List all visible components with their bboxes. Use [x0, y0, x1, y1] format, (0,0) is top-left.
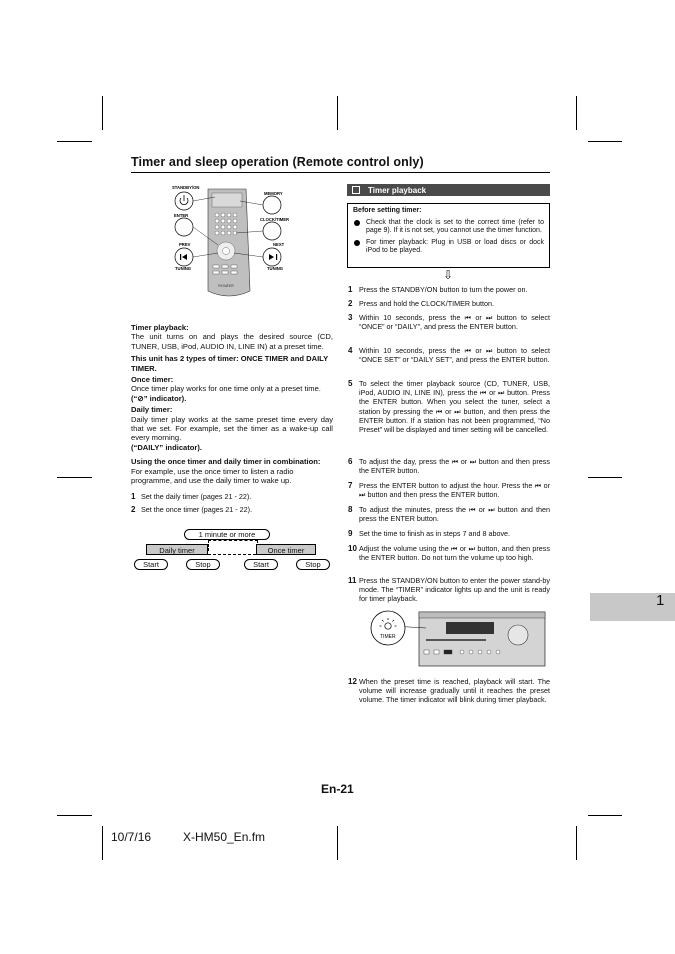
crop-mark	[337, 826, 338, 860]
volume-knob	[508, 625, 528, 645]
timer-types-heading: This unit has 2 types of timer: ONCE TIMER and DAILY TIMER.	[131, 354, 329, 373]
once-timer-indicator: (“⊘” indicator).	[131, 393, 187, 403]
step-item: 1 Press the STANDBY/ON button to turn the power on.	[348, 285, 528, 294]
unit-display	[446, 622, 494, 634]
once-timer-description: Once timer play works for one time only at a preset time.	[131, 384, 321, 394]
daily-timer-description: Daily timer play works at the same preset time every day that we set. For example, set the timer as a wake-up call every morning.	[131, 414, 333, 443]
page-number: En-21	[321, 782, 354, 796]
crop-mark	[337, 96, 338, 130]
crop-mark	[576, 96, 577, 130]
remote-label-clock-timer: CLOCK/TIMER	[260, 217, 290, 222]
crop-mark	[588, 141, 622, 142]
title-rule	[131, 172, 550, 173]
remote-control-illustration	[160, 183, 300, 313]
start-label-daily: Start	[134, 559, 168, 570]
gap-dashed-box	[208, 540, 258, 551]
left-step: 1 Set the daily timer (pages 21 - 22).	[131, 491, 252, 501]
daily-timer-indicator: (“DAILY” indicator).	[131, 442, 203, 452]
before-setting-heading: Before setting timer:	[353, 207, 422, 214]
step-item: 11 Press the STANDBY/ON button to enter the power stand-by mode. The “TIMER” indicator lights up and the unit is ready for timer playback.	[348, 576, 550, 604]
chapter-number: 1	[656, 592, 665, 609]
gap-dashed-line	[208, 554, 256, 555]
crop-mark	[57, 477, 92, 478]
remote-label-standby: STANDBY/ON	[172, 185, 200, 190]
crop-mark	[102, 96, 103, 130]
remote-label-memory: MEMORY	[264, 191, 283, 196]
before-item: For timer playback: Plug in USB or load discs or dock iPod to be played.	[353, 239, 544, 256]
combination-heading: Using the once timer and daily timer in combination:	[131, 457, 321, 467]
once-timer-heading: Once timer:	[131, 375, 174, 385]
step-item: 2 Press and hold the CLOCK/TIMER button.	[348, 299, 495, 308]
stop-label-once: Stop	[296, 559, 330, 570]
timer-playback-heading: Timer playback:	[131, 323, 189, 332]
left-column	[131, 323, 333, 514]
remote-label-prev: PREV	[179, 242, 191, 247]
unit-disc-slot	[426, 639, 486, 641]
down-arrow-icon: ⇩	[443, 268, 454, 282]
bullet-icon	[354, 220, 360, 226]
step-item: 6 To adjust the day, press the ⏮ or ⏭ button and then press the ENTER button.	[348, 457, 550, 476]
step-item: 9 Set the time to finish as in steps 7 and 8 above.	[348, 529, 511, 538]
footer-date: 10/7/16	[111, 830, 152, 844]
memory-button-callout	[263, 196, 281, 214]
remote-label-tuning-right: TUNING	[267, 266, 284, 271]
section-title: Timer playback	[368, 185, 427, 195]
daily-timer-block: Daily timer	[146, 544, 208, 555]
step-item: 5 To select the timer playback source (CD, TUNER, USB, iPod, AUDIO IN, LINE IN), press the ⏮ or ⏭ button. Press the ENTER button. When you select the tuner, select a station by pressing the ⏮ or ⏭ button, and then press the ENTER button. If a station has not been programmed, “No Preset” will be displayed and timer setting will be cancelled.	[348, 379, 550, 435]
left-step: 2 Set the once timer (pages 21 - 22).	[131, 504, 253, 514]
enter-button-callout	[175, 218, 193, 236]
before-setting-box	[347, 203, 550, 268]
step-item: 8 To adjust the minutes, press the ⏮ or ⏭ button and then press the ENTER button.	[348, 505, 550, 524]
step-item: 3 Within 10 seconds, press the ⏮ or ⏭ button to select “ONCE” or “DAILY”, and press the ENTER button.	[348, 313, 550, 332]
timer-playback-description: The unit turns on and plays the desired source (CD, TUNER, USB, iPod, AUDIO IN, LINE IN) at a preset time.	[131, 332, 333, 351]
daily-timer-heading: Daily timer:	[131, 405, 173, 415]
remote-label-enter: ENTER	[174, 213, 189, 218]
step-item: 7 Press the ENTER button to adjust the hour. Press the ⏮ or ⏭ button and then press the ENTER button.	[348, 481, 550, 500]
remote-label-tuning-left: TUNING	[175, 266, 192, 271]
clock-timer-button-callout	[263, 222, 281, 240]
before-item: Check that the clock is set to the correct time (refer to page 9). If it is not set, you cannot use the timer function.	[353, 219, 544, 236]
section-header-timer-playback	[347, 184, 550, 196]
page-title: Timer and sleep operation (Remote control only)	[131, 155, 424, 169]
combination-description: For example, use the once timer to listen a radio programme, and use the daily timer to wake up.	[131, 466, 294, 486]
step-item: 12 When the preset time is reached, playback will start. The volume will increase gradually until it reaches the preset volume. The timer indicator will blink during timer playback.	[348, 677, 550, 705]
square-icon	[352, 186, 360, 194]
remote-brand-logo: PIONEER	[218, 284, 234, 288]
crop-mark	[57, 141, 92, 142]
stop-label-daily: Stop	[186, 559, 220, 570]
step-item: 10 Adjust the volume using the ⏮ or ⏭ button, and then press the ENTER button. Do not turn the volume up too high.	[348, 544, 550, 563]
footer-filename: X-HM50_En.fm	[183, 830, 266, 844]
crop-mark	[576, 826, 577, 860]
timer-indicator-label: TIMER	[380, 634, 396, 640]
start-label-once: Start	[244, 559, 278, 570]
crop-mark	[588, 815, 622, 816]
crop-mark	[588, 477, 622, 478]
step-item: 4 Within 10 seconds, press the ⏮ or ⏭ button to select “ONCE SET” or “DAILY SET”, and press the ENTER button.	[348, 346, 550, 365]
remote-label-next: NEXT	[273, 242, 285, 247]
crop-mark	[57, 815, 92, 816]
main-unit-illustration	[368, 608, 548, 670]
once-timer-block: Once timer	[256, 544, 316, 555]
crop-mark	[102, 826, 103, 860]
bullet-icon	[354, 240, 360, 246]
gap-label: 1 minute or more	[184, 529, 270, 540]
timer-timeline-diagram	[134, 528, 334, 574]
